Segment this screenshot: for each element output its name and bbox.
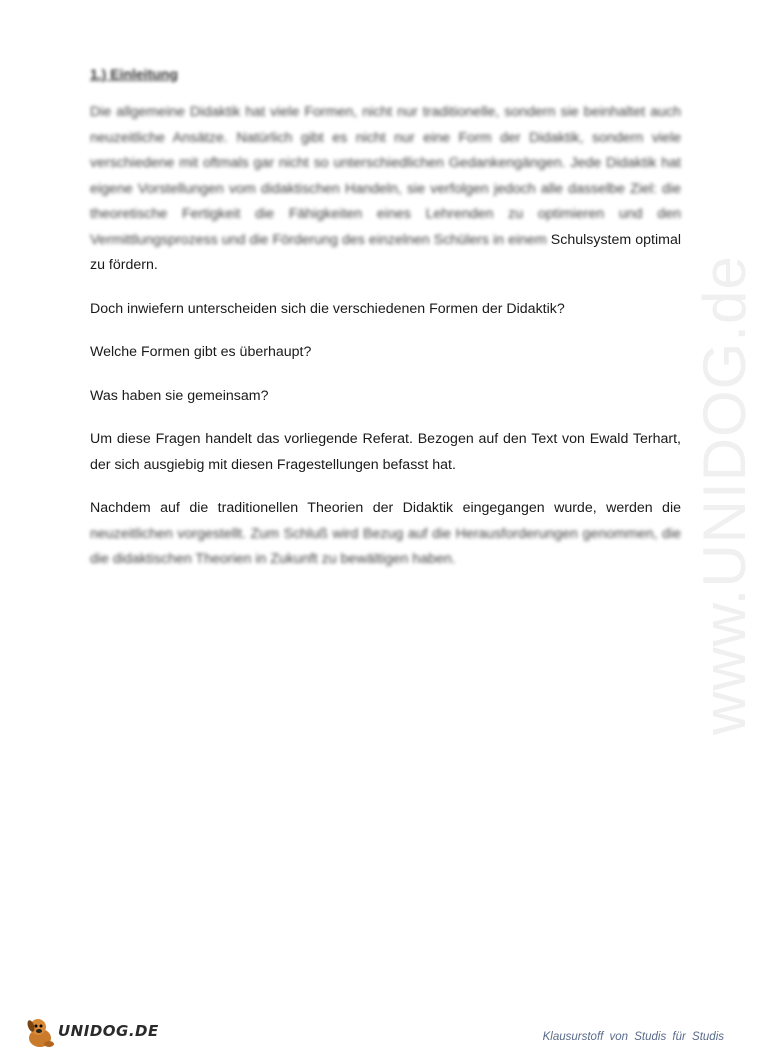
- paragraph-5: [90, 427, 681, 478]
- blurred-text: neuzeitlichen vorgestellt. Zum Schluß wird Bezug auf die Herausforderungen genommen, die die didaktischen Theorien in Zukunft zu bewältigen haben.: [90, 525, 681, 567]
- section-heading: 1.) Einleitung: [90, 66, 178, 82]
- visible-text: Um diese Fragen handelt das vorliegende Referat. Bezogen auf den Text von Ewald Terhart, der sich ausgiebig mit diesen Fragestellungen befasst hat.: [90, 431, 681, 473]
- document-body: [90, 66, 681, 591]
- watermark: www.UNIDOG.de: [691, 255, 758, 735]
- paragraph-1: [90, 100, 681, 279]
- paragraph-2: [90, 297, 681, 323]
- visible-text: Schulsystem optimal zu fördern.: [90, 231, 681, 273]
- visible-text: Welche Formen gibt es überhaupt?: [90, 344, 312, 360]
- footer-tagline: Klausurstoff von Studis für Studis: [542, 1031, 724, 1043]
- logo-text: UNIDOG.DE: [58, 1022, 159, 1040]
- visible-text: Was haben sie gemeinsam?: [90, 387, 269, 404]
- dog-mascot-icon: [22, 1014, 58, 1050]
- paragraph-3: [90, 340, 681, 366]
- blurred-text: Die allgemeine Didaktik hat viele Formen, nicht nur traditionelle, sondern sie beinhaltet auch neuzeitliche Ansätze. Natürlich gibt es nicht nur eine Form der Didaktik, sondern viele verschiedene mit oftmals gar nicht so unterschiedlichen Gedankengängen. Jede Didaktik hat eigene Vorstellungen vom didaktischen Handeln, sie verfolgen jedoch alle dasselbe Ziel: die theoretische Fertigkeit die Fähigkeiten eines Lehrenden zu optimieren und den Vermittlungsprozess und die Förderung des einzelnen Schülers in einem: [90, 104, 681, 248]
- unidog-logo: [22, 1014, 157, 1050]
- visible-text: Doch inwiefern unterscheiden sich die verschiedenen Formen der Didaktik?: [90, 300, 565, 317]
- visible-text: Nachdem auf die traditionellen Theorien der Didaktik eingegangen wurde, werden die: [90, 500, 681, 516]
- paragraph-4: [90, 384, 681, 410]
- paragraph-6: [90, 496, 681, 573]
